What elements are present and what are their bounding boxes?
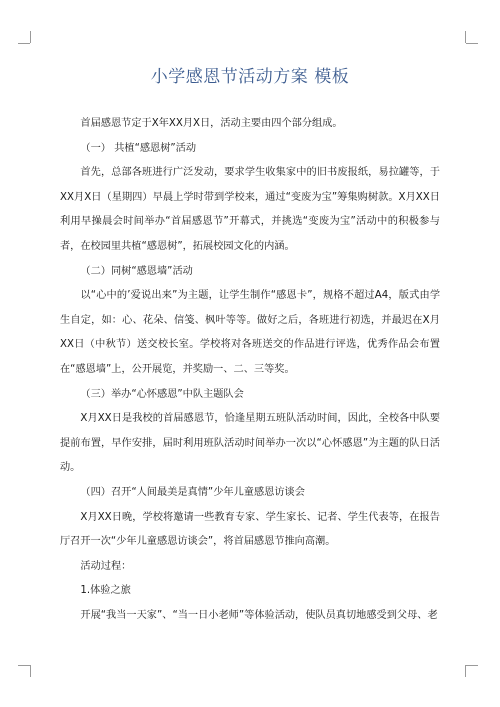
section-paragraph-4: X月XX日晚，学校将邀请一些教育专家、学生家长、记者、学生代表等，在报告厅召开一次“少年儿童感恩访谈会”，将首届感恩节推向高潮。 (60, 511, 440, 548)
section-heading-1: （一） 共植“感恩树”活动 (80, 142, 197, 154)
section-paragraph-1: 首先，总部各班进行广泛发动，要求学生收集家中的旧书废报纸，易拉罐等，于XX月X日（星期四）早晨上学时带到学校来，通过“变废为宝”筹集购树款。X月XX日利用早操晨会时间举办“首届感恩节”开幕式，并挑选“变废为宝”活动中的积极参与者，在校园里共植“感恩树”，拓展校园文化的内涵。 (60, 167, 440, 252)
section-paragraph-2: 以“心中的’爱说出来”为主题，让学生制作“感恩卡”，规格不超过A4，版式由学生自定，如：心、花朵、信笺、枫叶等等。做好之后，各班进行初选，并最迟在X月XX日（中秋节）送交校长室。学校将对各班送交的作品进行评选，优秀作品会布置在“感恩墙”上，公开展览，并奖励一、二、三等奖。 (60, 290, 441, 375)
document-body (60, 112, 440, 628)
section-heading-3: （三）举办“心怀感恩”中队主题队会 (80, 388, 244, 400)
subsection-heading-1: 1.体验之旅 (80, 585, 131, 597)
section-heading-2: （二）同树“感恩墙”活动 (80, 265, 193, 277)
document-title: 小学感恩节活动方案 模板 (150, 67, 350, 87)
process-heading: 活动过程： (80, 560, 132, 572)
subsection-paragraph-1: 开展“我当一天家”、“当一日小老师”等体验活动，使队员真切地感受到父母、老 (80, 609, 438, 621)
section-paragraph-3: X月XX日是我校的首届感恩节，恰逢星期五班队活动时间，因此，全校各中队要提前布置，早作安排，届时利用班队活动时间举办一次以“心怀感恩”为主题的队日活动。 (60, 413, 440, 474)
section-heading-4: （四）召开“人间最美是真情”少年儿童感恩访谈会 (80, 486, 305, 498)
intro-paragraph: 首届感恩节定于X年XX月X日，活动主要由四个部分组成。 (80, 118, 343, 129)
